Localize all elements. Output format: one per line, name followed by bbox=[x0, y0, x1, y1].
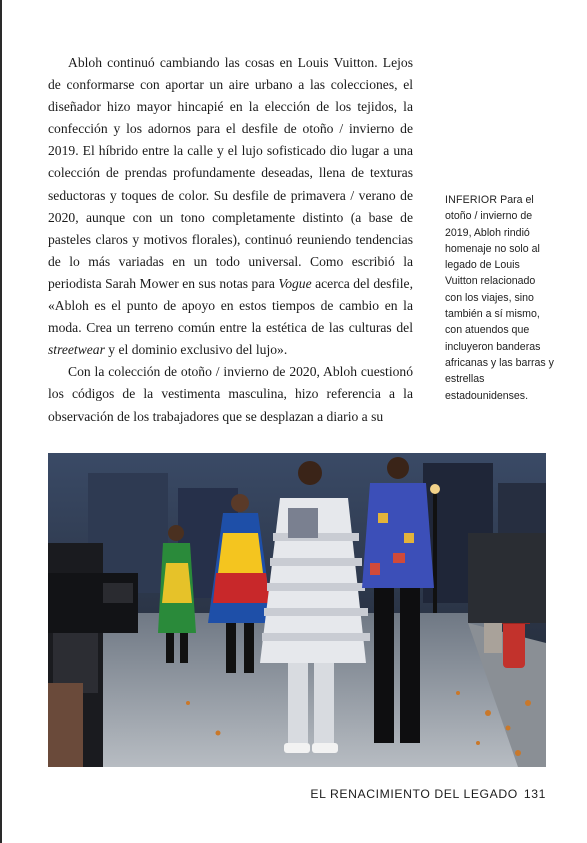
paragraph-1-part-1: Abloh continuó cambiando las cosas en Louis Vuitton. Lejos de conformarse con aportar un aire urbano a las colecciones, el diseñador hizo mayor hincapié en la elección de los tejidos, la confección y los adornos para el desfile de otoño / invierno de 2019. El híbrido entre la calle y el lujo sofisticado dio lugar a una colección de prendas profundamente deseadas, llena de texturas seductoras y toques de color. Su desfile de primavera / verano de 2020, aunque con un tono completamente distinto (a base de pasteles claros y motivos florales), continuó reuniendo tendencias de lo más variadas en un todo universal. Como escribió la periodista Sarah Mower en sus notas para bbox=[48, 55, 413, 291]
photo-caption bbox=[445, 192, 555, 404]
paragraph-1-part-3: y el dominio exclusivo del lujo». bbox=[104, 342, 288, 358]
caption-label: INFERIOR bbox=[445, 194, 498, 206]
body-text bbox=[48, 52, 413, 428]
paragraph-1-part-2: acerca del desfile, «Abloh es el punto de apoyo en estos tiempos de cambio en la moda. Crea un terreno común entre la estética de las culturas del bbox=[48, 275, 413, 336]
runway-photo bbox=[48, 453, 546, 767]
caption-text: Para el otoño / invierno de 2019, Abloh rindió homenaje no solo al legado de Louis Vuitton relacionado con los viajes, sino también a sí mismo, con atuendos que incluyeron banderas africanas y las barras y estrellas estadounidenses. bbox=[445, 194, 554, 402]
running-footer bbox=[310, 787, 546, 801]
body-paragraph-2: Con la colección de otoño / invierno de 2020, Abloh cuestionó los códigos de la vestimenta masculina, hizo referencia a la observación de los trabajadores que se desplazan a diario a su bbox=[48, 364, 413, 424]
streetwear-italic: streetwear bbox=[48, 342, 105, 358]
page-binding-edge bbox=[0, 0, 2, 843]
body-paragraph-1 bbox=[48, 52, 413, 361]
section-title: EL RENACIMIENTO DEL LEGADO bbox=[310, 787, 518, 801]
page-number: 131 bbox=[523, 787, 546, 801]
vogue-italic: Vogue bbox=[278, 275, 312, 291]
runway-photo-illustration bbox=[48, 453, 546, 767]
